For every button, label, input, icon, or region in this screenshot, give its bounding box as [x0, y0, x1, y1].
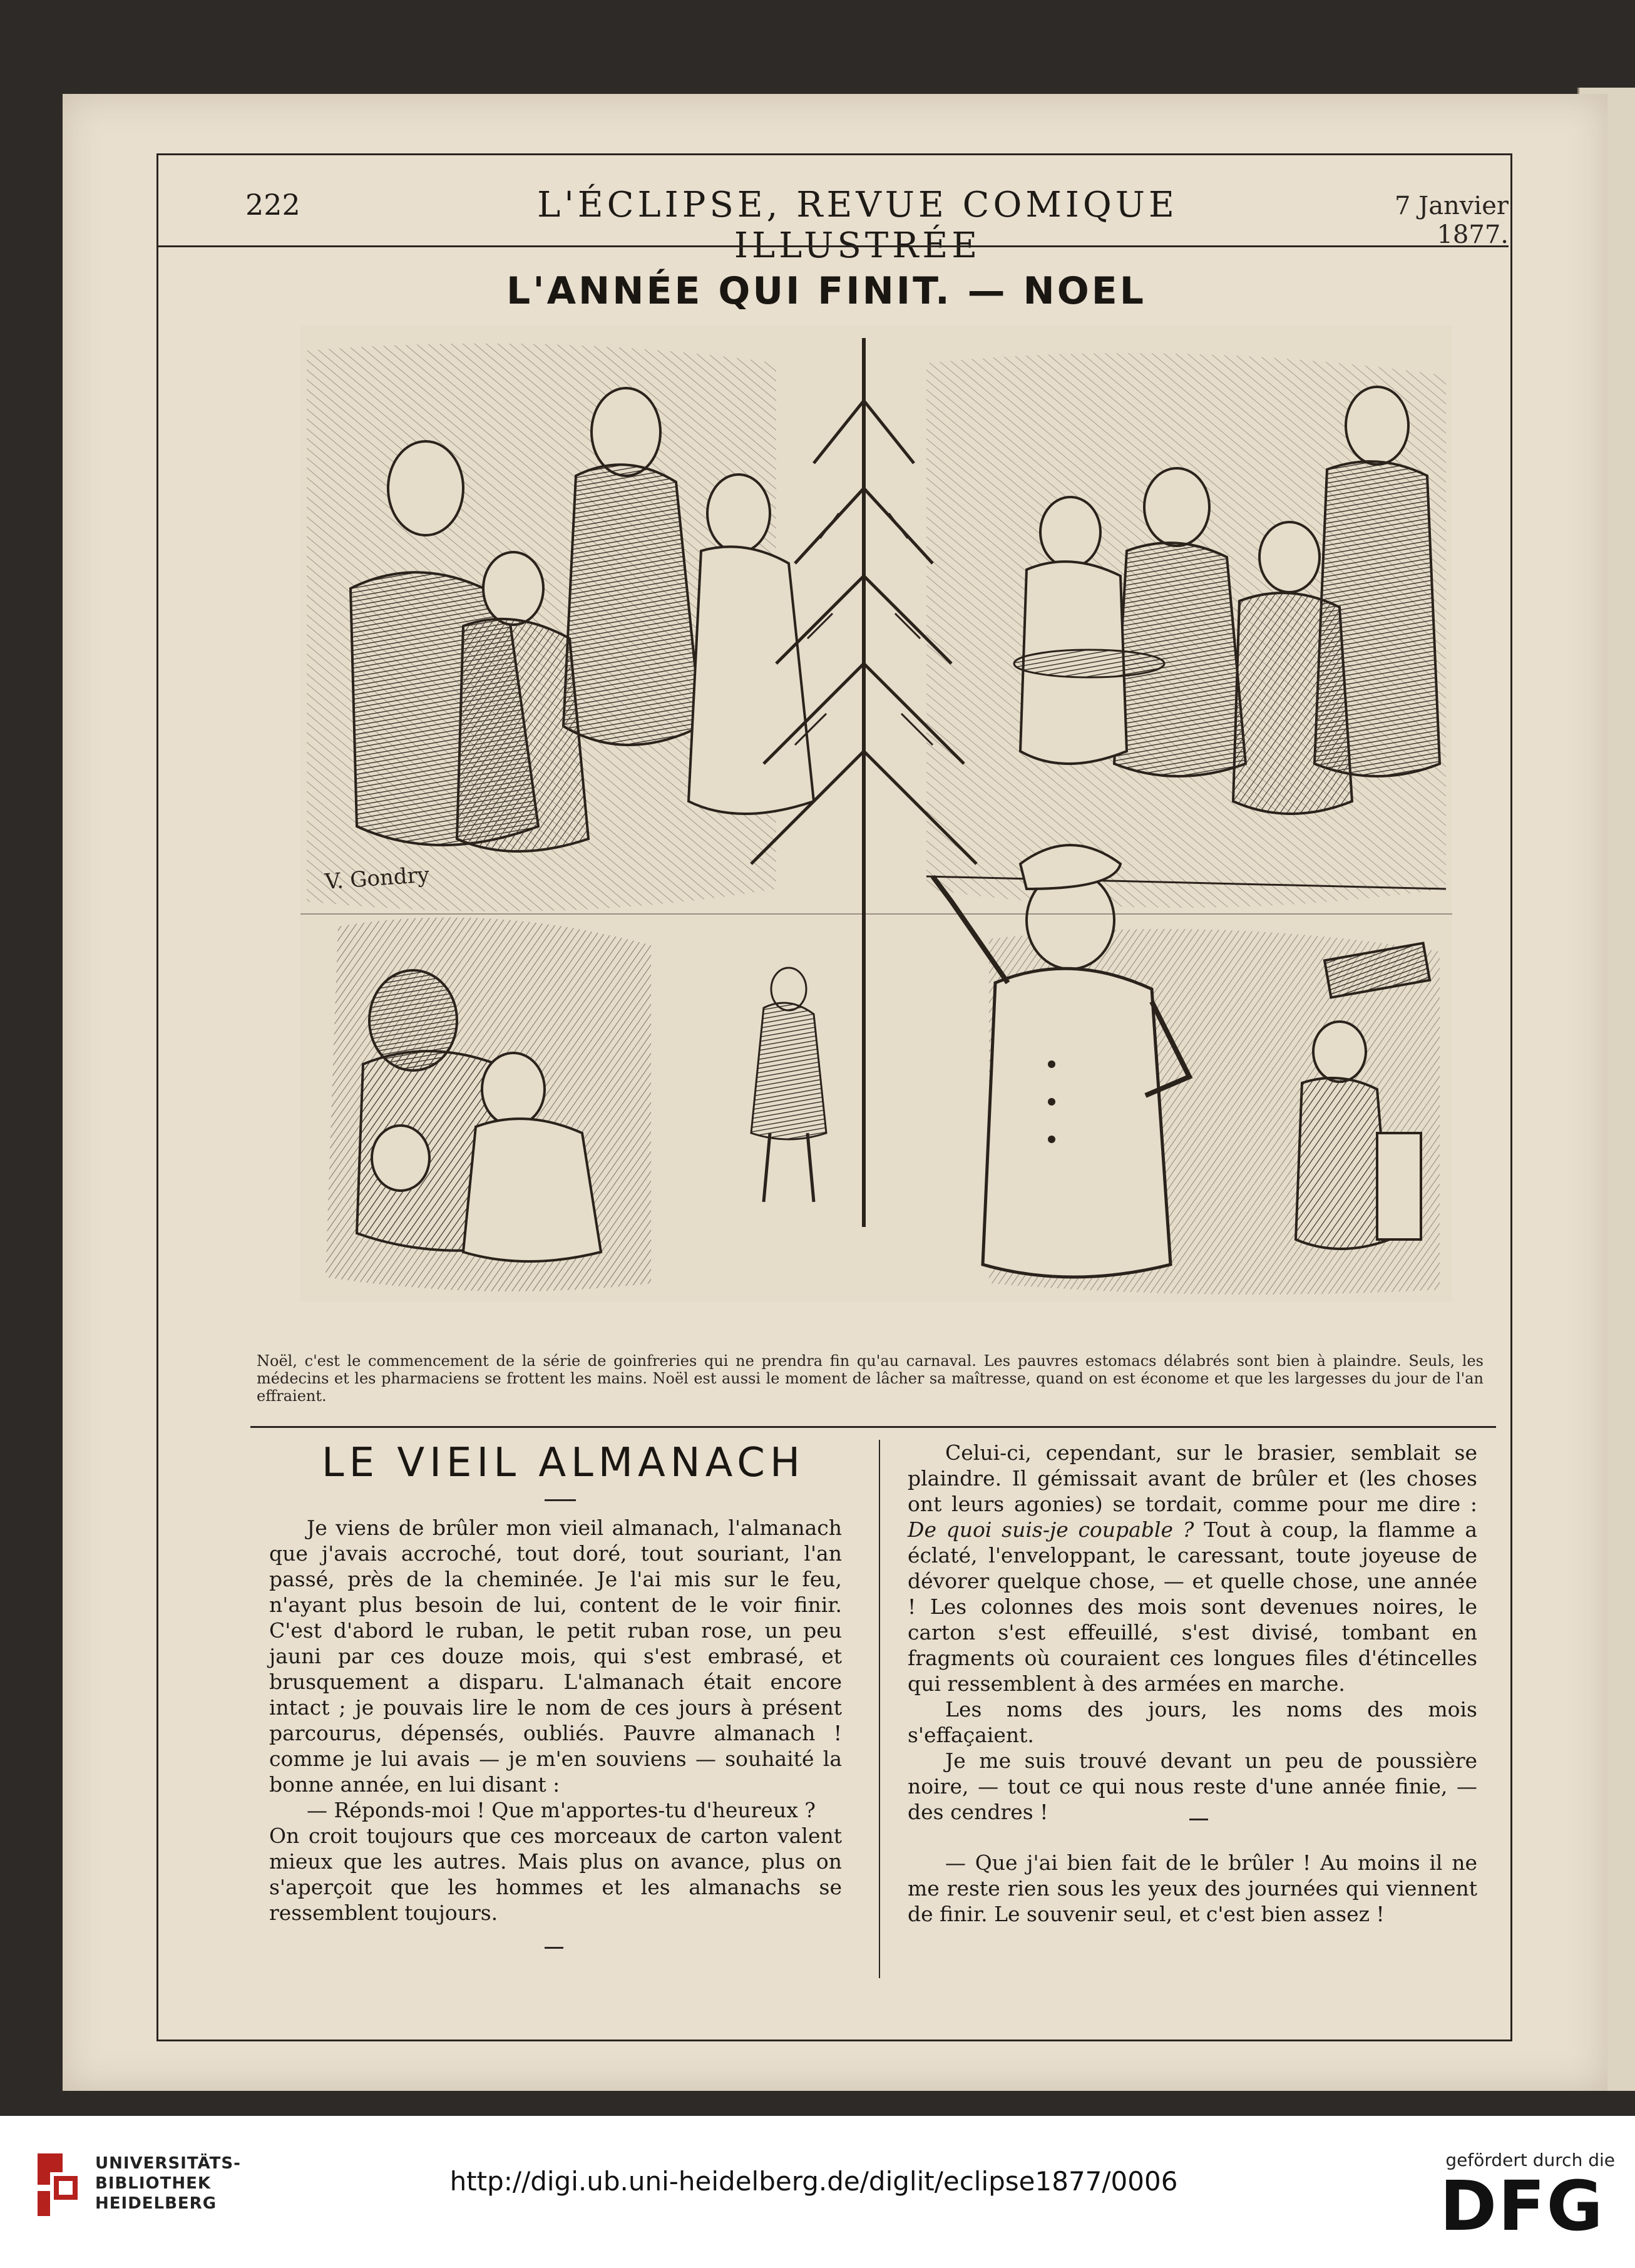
funded-by-label: gefördert durch die — [1445, 2150, 1615, 2170]
article-title: LE VIEIL ALMANACH — [321, 1440, 806, 1486]
article-left-column — [269, 1515, 842, 1926]
column-divider — [879, 1440, 880, 1978]
italic-quote: De quoi suis-je coupable ? — [908, 1517, 1194, 1542]
left-paragraph-2: — Réponds-moi ! Que m'apportes-tu d'heureux ? — [307, 1798, 816, 1822]
illustration-caption: Noël, c'est le commencement de la série de goinfreries qui ne prendra fin qu'au carnaval. Les pauvres estomacs délabrés sont bien à plaindre. Seuls, les médecins et les pharmaciens se frottent les mains. Noël est aussi le moment de lâcher sa maîtresse, quand on est économe et que les largesses du jour de l'an effraient. — [257, 1352, 1484, 1405]
dfg-logo-text: DFG — [1440, 2172, 1604, 2241]
right-spacer — [908, 1825, 1477, 1850]
left-end-dash — [545, 1947, 563, 1949]
right-paragraph-4: — Que j'ai bien fait de le brûler ! Au moins il ne me reste rien sous les yeux des journées qui viennent de finir. Le souvenir seul, et c'est bien assez ! — [908, 1850, 1477, 1926]
illustration-title: L'ANNÉE QUI FINIT. — NOEL — [506, 269, 1146, 313]
section-rule — [250, 1426, 1496, 1428]
artist-signature: V. Gondry — [324, 862, 431, 895]
journal-title: L'ÉCLIPSE, REVUE COMIQUE ILLUSTRÉE — [537, 185, 1178, 266]
dfg-logo — [1440, 2172, 1615, 2241]
issue-date: 7 Janvier 1877. — [1395, 192, 1509, 249]
permalink-url[interactable]: http://digi.ub.uni-heidelberg.de/diglit/eclipse1877/0006 — [449, 2166, 1178, 2197]
library-logo-icon — [25, 2147, 88, 2222]
library-name: UNIVERSITÄTS- BIBLIOTHEK HEIDELBERG — [95, 2154, 241, 2213]
right-paragraph-1: Celui-ci, cependant, sur le brasier, semblait se plaindre. Il gémissait avant de brûler et (les choses ont leurs agonies) se tordait, comme pour me dire : De quoi suis-je coupable ? Tout à coup, la flamme a éclaté, l'enveloppant, le caressant, toute joyeuse de dévorer quelque chose, — et quelle chose, une année ! Les colonnes des mois sont devenues noires, le carton s'est effeuillé, s'est divisé, tombant en fragments où couraient ces longues files d'étincelles qui ressemblent à des armées en marche. — [908, 1440, 1478, 1696]
left-paragraph-1: Je viens de brûler mon vieil almanach, l'almanach que j'avais accroché, tout doré, tout souriant, l'an passé, près de la cheminée. Je l'ai mis sur le feu, n'ayant plus besoin de lui, content de le voir finir. C'est d'abord le ruban, le petit ruban rose, un peu jauni par ces douze mois, qui s'est embrasé, et brusquement a disparu. L'almanach était encore intact ; je pouvais lire le nom de ces jours à présent parcourus, dépensés, oubliés. Pauvre almanach ! comme je lui avais — je m'en souviens — souhaité la bonne année, en lui disant : — [269, 1516, 842, 1797]
engraving-drawing — [300, 326, 1452, 1302]
title-dash — [545, 1499, 576, 1501]
header-rule — [156, 245, 1509, 247]
right-paragraph-2: Les noms des jours, les noms des mois s'effaçaient. — [908, 1697, 1477, 1747]
right-mid-dash — [1189, 1819, 1208, 1820]
page-number: 222 — [245, 188, 300, 222]
right-paragraph-3: Je me suis trouvé devant un peu de poussière noire, — tout ce qui nous reste d'une année finie, — des cendres ! — [908, 1748, 1477, 1824]
left-paragraph-3: On croit toujours que ces morceaux de carton valent mieux que les autres. Mais plus on avance, plus on s'aperçoit que les hommes et les almanachs se ressemblent toujours. — [269, 1824, 842, 1925]
engraving-illustration — [300, 326, 1452, 1302]
article-right-column — [908, 1440, 1477, 1927]
